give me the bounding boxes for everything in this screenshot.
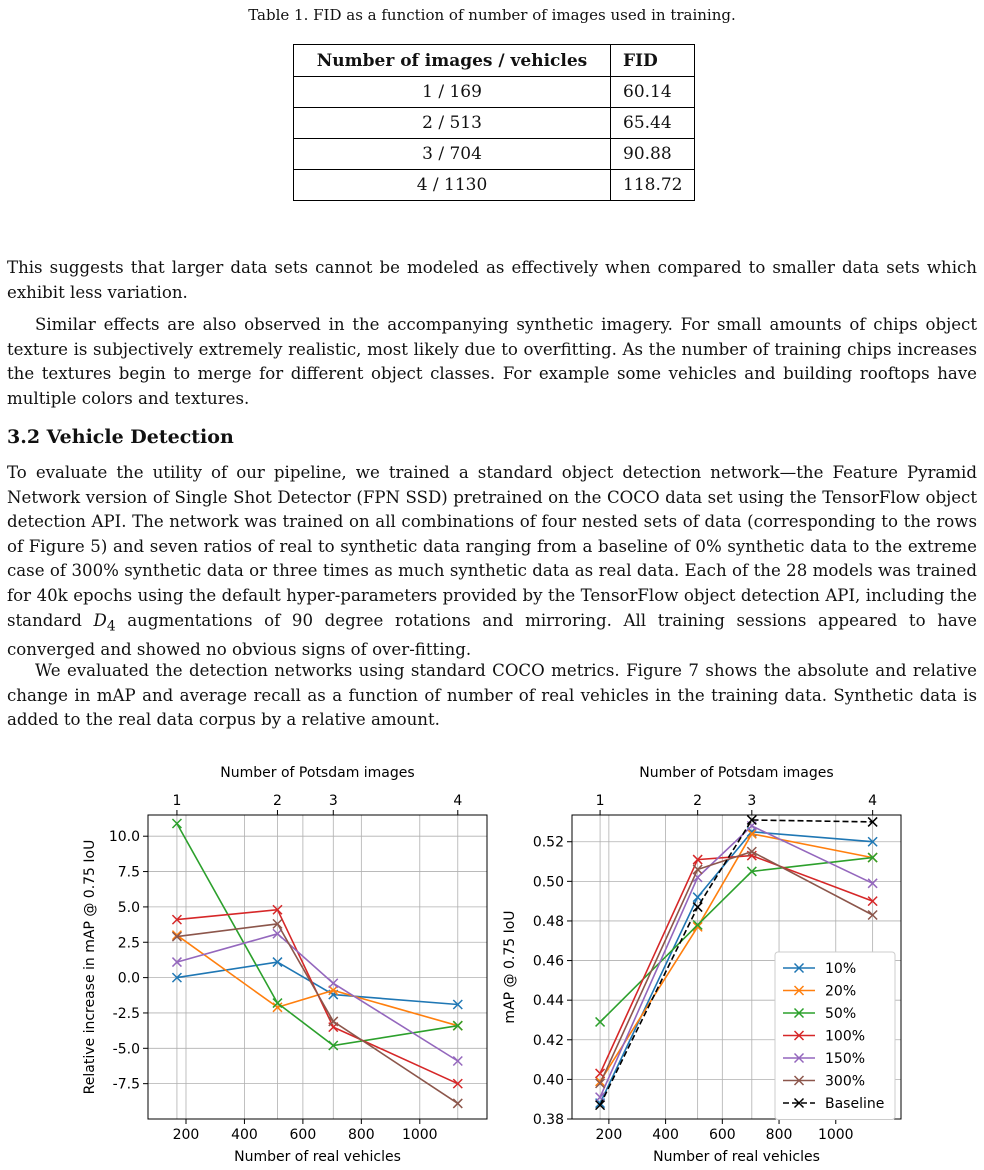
table-cell: 60.14	[611, 77, 695, 108]
series-10%	[172, 958, 462, 1009]
y-tick-label: 0.0	[117, 970, 140, 987]
legend-label: 300%	[825, 1073, 866, 1090]
table-cell: 118.72	[611, 170, 695, 201]
x-tick-label: 400	[231, 1127, 258, 1143]
x-tick-label: 1000	[817, 1127, 854, 1143]
x-tick-label: 400	[652, 1127, 679, 1143]
paragraph-4-block	[7, 659, 977, 733]
x-tick-label: 200	[172, 1127, 200, 1143]
y-tick-label: 0.42	[532, 1032, 564, 1049]
y-tick-label: 0.40	[532, 1072, 564, 1089]
legend-label: 150%	[825, 1051, 866, 1067]
top-x-tick-label: 1	[172, 793, 182, 809]
series-line	[177, 910, 458, 1084]
top-x-axis-label: Number of Potsdam images	[639, 765, 834, 781]
paragraph	[7, 461, 977, 663]
y-axis-label: Relative increase in mAP @ 0.75 IoU	[82, 839, 98, 1095]
legend-label: 50%	[825, 1006, 857, 1022]
table-cell: 4 / 1130	[294, 170, 611, 201]
series-100%	[172, 905, 462, 1088]
top-x-tick-label: 4	[868, 793, 878, 809]
series-line	[177, 934, 458, 1061]
table-cell: 2 / 513	[294, 108, 611, 139]
series-line	[177, 824, 458, 1046]
top-x-tick-label: 3	[328, 793, 338, 809]
table-cell: 3 / 704	[294, 139, 611, 170]
top-x-tick-label: 3	[747, 793, 757, 809]
x-axis-label: Number of real vehicles	[234, 1149, 401, 1165]
paragraph-1-block	[7, 256, 977, 305]
y-tick-label: -2.5	[112, 1005, 140, 1022]
top-x-tick-label: 2	[273, 793, 282, 809]
paragraph-part: augmentations of 90 degree rotations and mirroring. All training sessions appeared to have converged and showed no obvious signs of over-fitting.	[7, 610, 978, 660]
x-tick-label: 800	[765, 1127, 793, 1143]
table-header: FID	[611, 45, 695, 77]
math-symbol: D	[93, 610, 107, 630]
paragraph-3-block	[7, 461, 977, 663]
table-header: Number of images / vehicles	[294, 45, 611, 77]
fid-table	[293, 44, 695, 201]
x-tick-label: 600	[289, 1127, 317, 1143]
y-tick-label: 0.52	[532, 834, 564, 851]
series-150%	[172, 929, 462, 1065]
top-x-axis-label: Number of Potsdam images	[220, 765, 415, 781]
y-tick-label: 0.38	[532, 1112, 564, 1128]
paragraph: We evaluated the detection networks using standard COCO metrics. Figure 7 shows the absolute and relative change in mAP and average recall as a function of number of real vehicles in the training data. Synthetic data is added to the real data corpus by a relative amount.	[7, 661, 977, 730]
table-header-row	[294, 45, 695, 77]
series-300%	[172, 919, 462, 1108]
y-tick-label: 5.0	[117, 899, 140, 916]
y-tick-label: 0.48	[532, 913, 564, 930]
y-tick-label: 2.5	[117, 935, 140, 952]
paragraph: This suggests that larger data sets cannot be modeled as effectively when compared to smaller data sets which exhibit less variation.	[7, 258, 977, 302]
chart-absolute-map	[492, 760, 922, 1170]
legend-label: 20%	[825, 983, 857, 1000]
table-row	[294, 108, 695, 139]
table-cell: 1 / 169	[294, 77, 611, 108]
top-x-tick-label: 2	[693, 793, 703, 809]
table-row	[294, 77, 695, 108]
legend-label: 10%	[825, 961, 857, 977]
series-line	[177, 935, 458, 1025]
table-cell: 90.88	[611, 139, 695, 170]
legend-label: Baseline	[825, 1096, 885, 1112]
chart-relative-increase	[60, 760, 490, 1170]
paragraph-2-block	[7, 313, 977, 411]
y-tick-label: -7.5	[112, 1076, 140, 1093]
math-subscript: 4	[106, 617, 116, 634]
x-tick-label: 600	[708, 1127, 736, 1143]
y-axis-label: mAP @ 0.75 IoU	[502, 910, 518, 1024]
table-row	[294, 170, 695, 201]
legend	[775, 952, 895, 1120]
x-axis-label: Number of real vehicles	[653, 1149, 820, 1165]
x-tick-label: 1000	[401, 1127, 438, 1143]
x-tick-label: 200	[595, 1127, 623, 1143]
legend-label: 100%	[825, 1028, 866, 1045]
paragraph: Similar effects are also observed in the accompanying synthetic imagery. For small amounts of chips object texture is subjectively extremely realistic, most likely due to overfitting. As the number of training chips increases the textures begin to merge for different object classes. For example some vehicles and building rooftops have multiple colors and textures.	[7, 315, 977, 408]
top-x-tick-label: 1	[595, 793, 605, 809]
paragraph-part: To evaluate the utility of our pipeline, we trained a standard object detection network—the Feature Pyramid Network version of Single Shot Detector (FPN SSD) pretrained on the COCO data set using the TensorFlow object detection API. The network was trained on all combinations of four nested sets of data (corresponding to the rows of Figure 5) and seven ratios of real to synthetic data ranging from a baseline of 0% synthetic data to the extreme case of 300% synthetic data or three times as much synthetic data as real data. Each of the 28 models was trained for 40k epochs using the default hyper-parameters provided by the TensorFlow object detection API, including the standard	[7, 463, 977, 630]
series-20%	[172, 931, 462, 1030]
y-tick-label: 0.46	[532, 953, 564, 970]
table-row	[294, 139, 695, 170]
section-heading: 3.2 Vehicle Detection	[7, 426, 234, 448]
y-tick-label: 10.0	[108, 829, 140, 846]
y-tick-label: 7.5	[117, 864, 140, 881]
y-tick-label: 0.44	[532, 993, 564, 1010]
top-x-tick-label: 4	[453, 793, 463, 809]
table-cell: 65.44	[611, 108, 695, 139]
y-tick-label: 0.50	[532, 874, 564, 891]
x-tick-label: 800	[347, 1127, 375, 1143]
table-caption: Table 1. FID as a function of number of images used in training.	[248, 6, 736, 24]
y-tick-label: -5.0	[112, 1041, 140, 1058]
